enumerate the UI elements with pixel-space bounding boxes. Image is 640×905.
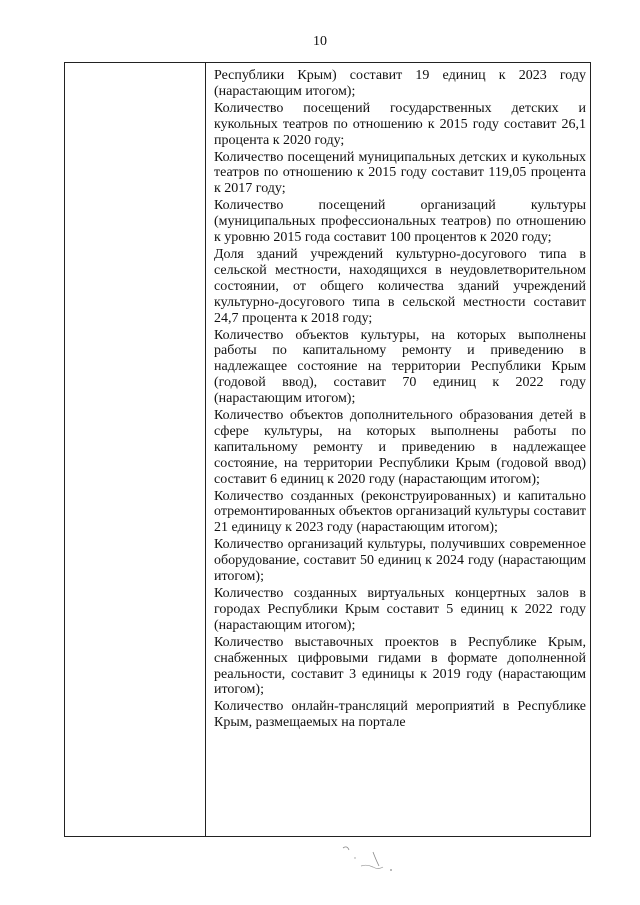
indicator-paragraph: Доля зданий учреждений культурно-досугового типа в сельской местности, находящихся в неудовлетворительном состоянии, от общего количества зданий учреждений культурно-досугового типа в сельской местности составит 24,7 процента к 2018 году; [214, 246, 586, 326]
ink-mark [333, 840, 423, 880]
indicators-table [64, 62, 591, 837]
indicator-paragraph: Количество посещений муниципальных детских и кукольных театров по отношению к 2015 году составит 119,05 процента к 2017 году; [214, 149, 586, 197]
indicator-paragraph: Количество объектов дополнительного образования детей в сфере культуры, на которых выполнены работы по капитальному ремонту и приведению в надлежащее состояние, на территории Республики Крым (годовой ввод) составит 6 единиц к 2020 году (нарастающим итогом); [214, 408, 586, 487]
indicator-paragraph: Количество созданных виртуальных концертных залов в городах Республики Крым составит 5 единиц к 2022 году (нарастающим итогом); [214, 586, 586, 633]
indicator-paragraph: Количество созданных (реконструированных) и капитально отремонтированных объектов организаций культуры составит 21 единицу к 2023 году (нарастающим итогом); [214, 488, 586, 536]
indicator-paragraph: Количество объектов культуры, на которых выполнены работы по капитальному ремонту и приведению в надлежащее состояние на территории Республики Крым (годовой ввод), составит 70 единиц к 2022 году (нарастающим итогом); [214, 327, 586, 407]
indicator-paragraph: Количество выставочных проектов в Республике Крым, снабженных цифровыми гидами в формате дополненной реальности, составит 3 единицы к 2019 году (нарастающим итогом); [214, 634, 586, 698]
indicator-paragraph: Количество онлайн-трансляций мероприятий в Республике Крым, размещаемых на портале [214, 699, 586, 731]
indicator-paragraph: Республики Крым) составит 19 единиц к 2023 году (нарастающим итогом); [214, 68, 586, 99]
table-right-column [206, 63, 590, 836]
indicator-paragraph: Количество посещений государственных детских и кукольных театров по отношению к 2015 году составит 26,1 процента к 2020 году; [214, 100, 586, 148]
table-left-column [65, 63, 206, 836]
indicator-paragraph: Количество посещений организаций культуры (муниципальных профессиональных театров) по отношению к уровню 2015 года составит 100 процентов к 2020 году; [214, 198, 586, 246]
page-number: 10 [313, 34, 327, 49]
indicator-paragraph: Количество организаций культуры, получивших современное оборудование, составит 50 единиц к 2024 году (нарастающим итогом); [214, 537, 586, 585]
